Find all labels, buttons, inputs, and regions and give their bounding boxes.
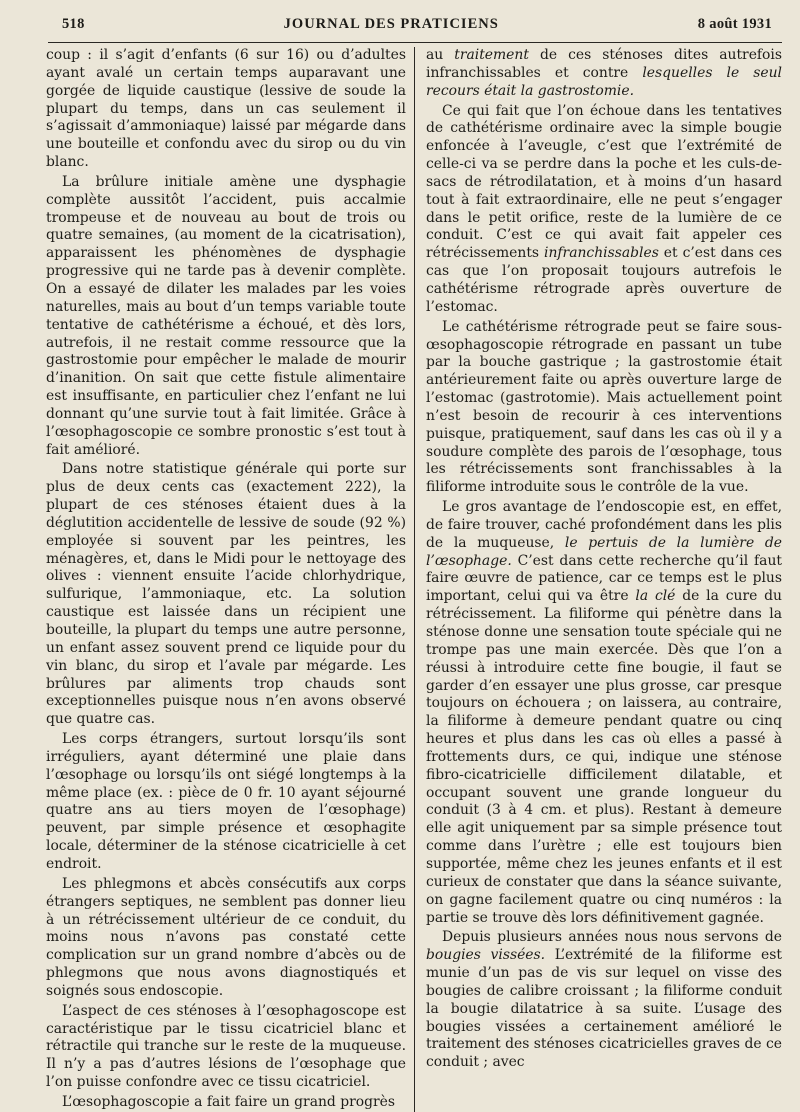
paragraph xyxy=(46,461,406,729)
header-rule xyxy=(48,42,782,43)
paragraph xyxy=(46,1094,406,1112)
text-segment: La brûlure initiale amène une dysphagie complète aussitôt l’accident, puis accalmie trompeuse et de nouveau au bout de trois ou quatre semaines, (au moment de la cicatrisation), apparaissent les phénomènes de dysphagie progressive qui ne tarde pas à devenir complète. On a essayé de dilater les malades par les voies naturelles, mais au bout d’un temps variable toute tentative de cathétérisme a échoué, et dès lors, autrefois, il ne restait comme ressource que la gastrostomie pour empêcher le malade de mourir d’inanition. On sait que cette fistule alimentaire est insuffisante, en particulier chez l’enfant ne lui donnant qu’une survie tout à fait limitée. Grâce à l’œsophagoscopie ce sombre pronostic s’est tout à fait amélioré. xyxy=(46,173,406,458)
column-divider xyxy=(414,47,415,1112)
text-segment: Le gros avantage de l’endoscopie est, en effet, de faire trouver, caché profondément dans les plis de la muqueuse, xyxy=(426,499,782,551)
italic-text: la clé xyxy=(635,588,676,605)
text-segment: et c’est dans ces cas que l’on proposait toujours autrefois le cathétérisme rétrograde après ouverture de l’estomac. xyxy=(426,245,783,315)
text-segment: C’est dans cette recherche qu’il faut faire œuvre de patience, car ce temps est le plus important, celui qui va être xyxy=(426,552,782,605)
text-segment: L’aspect de ces sténoses à l’œsophagoscope est caractéristique par le tissu cicatriciel blanc et rétractile qui tranche sur le reste de la muqueuse. Il n’y a pas d’autres lésions de l’œsophage que l’on puisse confondre avec ce tissu cicatriciel. xyxy=(46,1002,406,1091)
paragraph xyxy=(426,103,782,317)
text-segment: L’œsophagoscopie a fait faire un grand progrès xyxy=(62,1093,395,1110)
text-columns xyxy=(44,47,782,1112)
paragraph xyxy=(46,174,406,460)
italic-text: bougies vissées. xyxy=(426,947,546,964)
italic-text: infranchissables xyxy=(544,245,659,262)
right-column xyxy=(426,47,782,1112)
paragraph xyxy=(426,929,782,1072)
paragraph xyxy=(426,499,782,927)
paragraph xyxy=(426,47,782,101)
italic-text: le pertuis de la lumière de l’œsophage. xyxy=(426,534,782,569)
paragraph xyxy=(46,47,406,172)
left-column xyxy=(46,47,406,1112)
paragraph xyxy=(46,731,406,874)
paragraph xyxy=(46,876,406,1001)
page-header xyxy=(44,16,782,40)
paragraph xyxy=(46,1003,406,1092)
italic-text: traitement xyxy=(454,47,529,63)
paragraph xyxy=(426,319,782,497)
text-segment: Les corps étrangers, surtout lorsqu’ils sont irréguliers, ayant déterminé une plaie dans l’œsophage ou lorsqu’ils ont siégé longtemps à la même place (ex. : pièce de 0 fr. 10 ayant séjourné quatre ans au tiers moyen de l’œsophage) peuvent, par simple présence et œsophagite locale, déterminer de la sténose cicatricielle à cet endroit. xyxy=(46,731,406,872)
journal-title: JOURNAL DES PRATICIENS xyxy=(283,16,499,32)
text-segment: Ce qui fait que l’on échoue dans les tentatives de cathétérisme ordinaire avec la simple bougie enfoncée à l’aveugle, c’est que l’extrémité de celle-ci va se perdre dans la poche et les culs-de-sacs de rétrodilatation, et à moins d’un hasard tout à fait extraordinaire, elle ne peut s’engager dans le petit orifice, reste de la lumière de ce conduit. C’est ce qui avait fait appeler ces rétrécissements xyxy=(426,102,782,262)
text-segment: au xyxy=(426,47,455,63)
text-segment: Dans notre statistique générale qui porte sur plus de deux cents cas (exactement 222), la plupart de ces sténoses étaient dues à la déglutition accidentelle de lessive de soude (92 %) employée si souvent par les peintres, les ménagères, et, dans le Midi pour le nettoyage des olives : viennent ensuite l’acide chlorhydrique, sulfurique, l’ammoniaque, etc. La solution caustique est laissée dans un récipient une bouteille, la plupart du temps une autre personne, un enfant assez souvent prend ce liquide pour du vin blanc, du sirop et l’avale par mégarde. Les brûlures par aliments trop chauds sont exceptionnelles puisque nous n’en avons observé que quatre cas. xyxy=(46,461,406,728)
text-segment: Le cathétérisme rétrograde peut se faire sous-œsophagoscopie rétrograde en passant un tube par la bouche gastrique ; la gastrostomie était antérieurement faite ou après ouverture large de l’estomac (gastrotomie). Mais actuellement point n’est besoin de recourir à ces interventions puisque, pratiquement, sauf dans les cas où il y a soudure complète des parois de l’œsophage, tous les rétrécissements sont franchissables à la filiforme introduite sous le contrôle de la vue. xyxy=(426,318,782,496)
text-segment: Les phlegmons et abcès consécutifs aux corps étrangers septiques, ne semblent pas donner lieu à un rétrécissement ultérieur de ce conduit, du moins nous n’avons pas constaté cette complication sur un grand nombre d’abcès ou de phlegmons que nous avons diagnostiqués et soignés sous endoscopie. xyxy=(46,875,406,999)
text-segment: Depuis plusieurs années nous nous servons de xyxy=(442,929,782,946)
text-segment: L’extrémité de la filiforme est munie d’un pas de vis sur lequel on visse des bougies de calibre croissant ; la filiforme conduit la bougie dilatatrice à sa suite. L’usage des bougies vissées a certainement amélioré le traitement des sténoses cicatricielles graves de ce conduit ; avec xyxy=(426,947,782,1071)
text-segment: coup : il s’agit d’enfants (6 sur 16) ou d’adultes ayant avalé un certain temps auparavant une gorgée de liquide caustique (lessive de soude la plupart du temps, dans un cas seulement il s’agissait d’ammoniaque) laissé par mégarde dans une bouteille et confondu avec du sirop ou du vin blanc. xyxy=(46,47,406,171)
issue-date: 8 août 1931 xyxy=(697,16,772,32)
italic-text: lesquelles le seul recours était la gastrostomie. xyxy=(426,64,782,99)
text-segment: de ces sténoses dites autrefois infranchissables et contre xyxy=(426,47,782,81)
page-number: 518 xyxy=(62,16,85,32)
text-segment: de la cure du rétrécissement. La filiforme qui pénètre dans la sténose donne une sensation toute spéciale qui ne trompe pas une main exercée. Dès que l’on a réussi à introduire cette fine bougie, il faut se garder d’en essayer une plus grosse, car presque toujours on échouera ; on laissera, au contraire, la filiforme à demeure pendant quatre ou cinq heures et plus dans les cas où elles a passé à frottements durs, ce qui, indique une sténose fibro-cicatricielle difficilement dilatable, et occupant souvent une grande longueur du conduit (3 à 4 cm. et plus). Restant à demeure elle agit uniquement par sa simple présence tout comme dans l’urètre ; elle est toujours bien supportée, même chez les jeunes enfants et il est curieux de constater que dans la séance suivante, on gagne facilement quatre ou cinq numéros : la partie se trouve dès lors définitivement gagnée. xyxy=(426,588,782,926)
